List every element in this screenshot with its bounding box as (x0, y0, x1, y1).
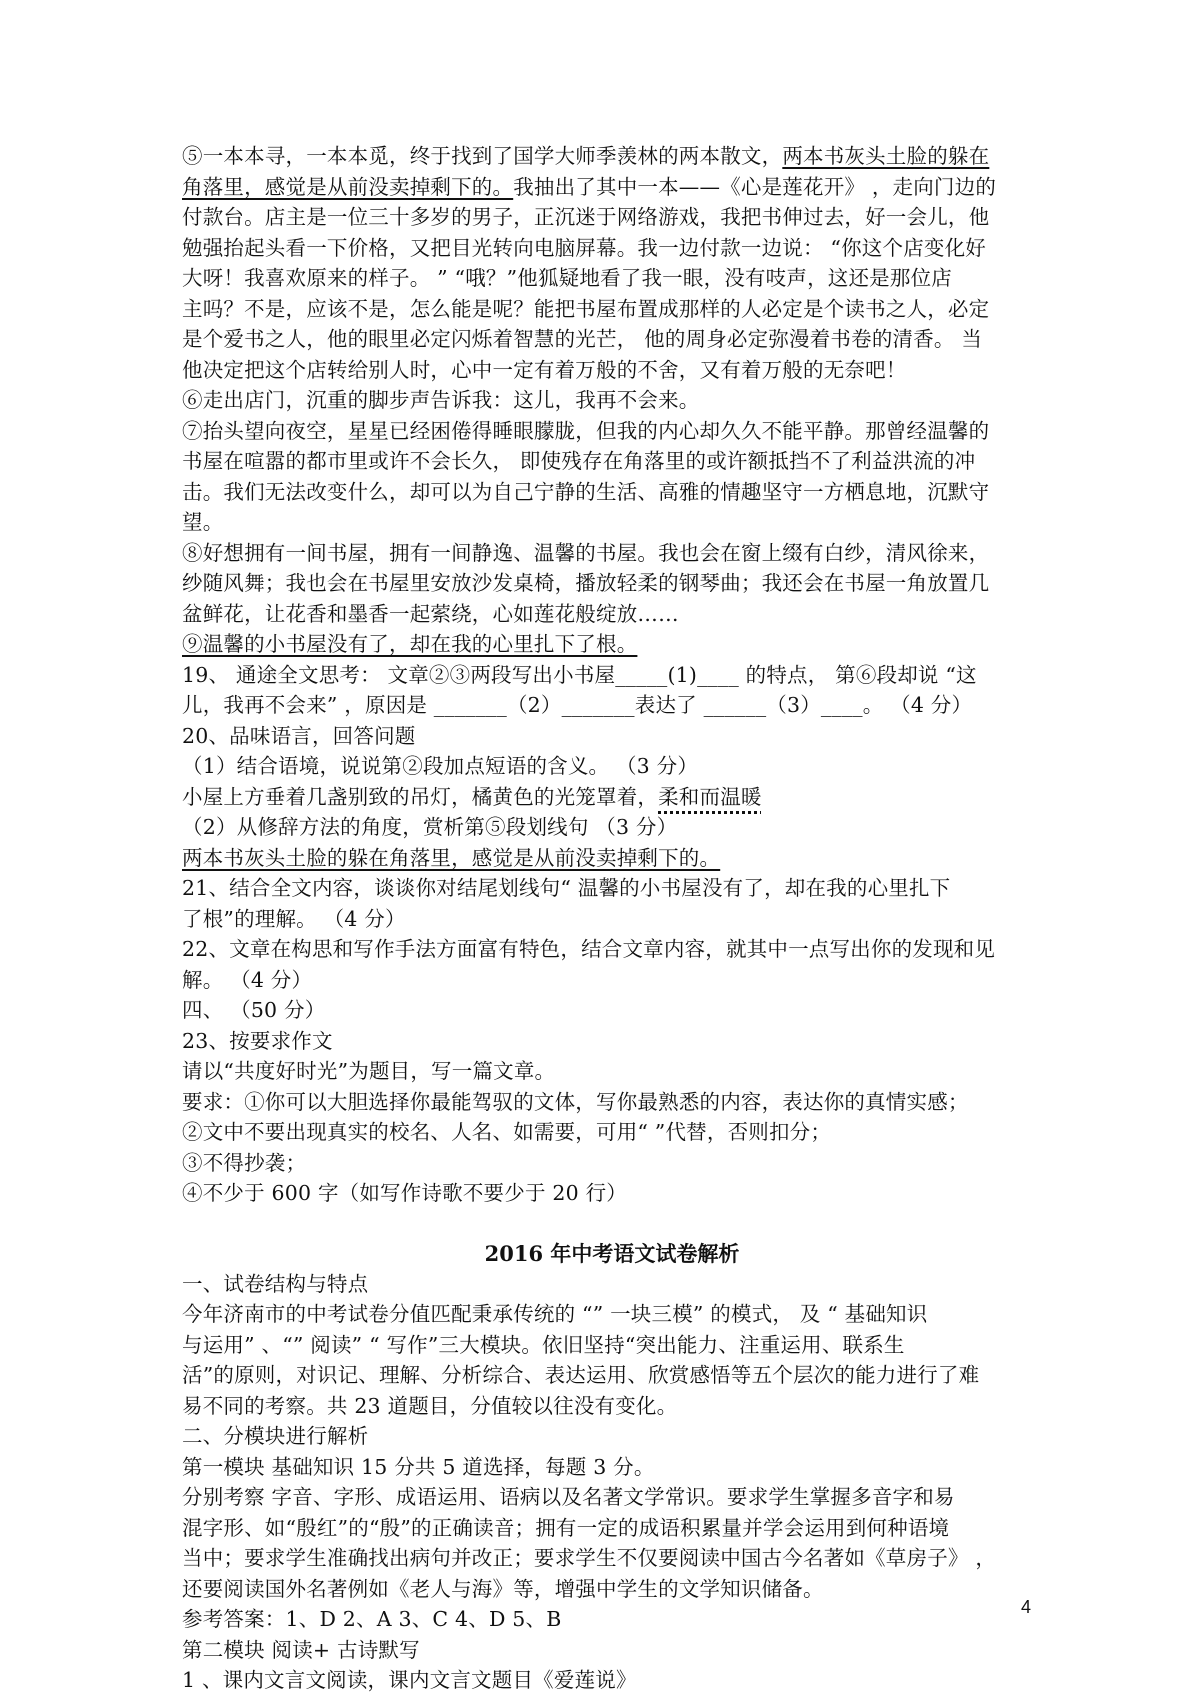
analysis-text-line: 还要阅读国外名著例如《老人与海》等，增强中学生的文学知识储备。 (182, 1576, 824, 1601)
analysis-text-line: 第一模块 基础知识 15 分共 5 道选择，每题 3 分。 (182, 1454, 655, 1479)
passage-paragraph-5-line: 勉强抬起头看一下价格，又把目光转向电脑屏幕。我一边付款一边说： “你这个店变化好 (182, 235, 986, 260)
question-20-quote-1: 小屋上方垂着几盏别致的吊灯，橘黄色的光笼罩着，柔和而温暖 (182, 784, 762, 809)
underlined-sentence: 角落里，感觉是从前没卖掉剩下的。 (182, 174, 514, 199)
analysis-heading: 一、试卷结构与特点 (182, 1271, 369, 1296)
analysis-title: 2016 年中考语文试卷解析 (484, 1240, 740, 1266)
passage-paragraph-5-line: 是个爱书之人，他的眼里必定闪烁着智慧的光芒， 他的周身必定弥漫着书卷的清香。 当 (182, 327, 983, 351)
section-4-heading: 四、 （50 分） (182, 998, 326, 1022)
question-23-line: ②文中不要出现真实的校名、人名、如需要，可用“ ”代替，否则扣分； (182, 1120, 832, 1144)
analysis-text-line: 分别考察 字音、字形、成语运用、语病以及名著文学常识。要求学生掌握多音字和易 (182, 1485, 955, 1509)
passage-paragraph-5-line: 大呀！我喜欢原来的样子。 ” “哦？”他狐疑地看了我一眼，没有吱声，这还是那位店 (182, 266, 952, 290)
passage-paragraph-5-line: 主吗？不是，应该不是，怎么能是呢？能把书屋布置成那样的人必定是个读书之人，必定 (182, 296, 990, 321)
question-21-line: 21、结合全文内容，谈谈你对结尾划线句“ 温馨的小书屋没有了，却在我的心里扎下 (182, 876, 951, 900)
question-23-line: 请以“共度好时光”为题目，写一篇文章。 (182, 1059, 556, 1083)
analysis-heading: 二、分模块进行解析 (182, 1424, 369, 1448)
question-23-line: ④不少于 600 字（如写作诗歌不要少于 20 行） (182, 1181, 627, 1205)
question-19-line: 19、 通途全文思考： 文章②③两段写出小书屋_____(1)____ 的特点， 第⑥段却说 “这 (182, 662, 977, 687)
analysis-text-line: 第二模块 阅读+ 古诗默写 (182, 1637, 420, 1662)
passage-paragraph-8-line: 纱随风舞；我也会在书屋里安放沙发桌椅，播放轻柔的钢琴曲；我还会在书屋一角放置几 (182, 571, 990, 595)
analysis-text-line: 活”的原则，对识记、理解、分析综合、表达运用、欣赏感悟等五个层次的能力进行了难 (182, 1363, 980, 1387)
question-20-sub-1: （1）结合语境，说说第②段加点短语的含义。 （3 分） (182, 754, 699, 778)
passage-paragraph-5-line: 他决定把这个店转给别人时，心中一定有着万般的不舍，又有着万般的无奈吧！ (182, 357, 907, 382)
question-23-line: 要求：①你可以大胆选择你最能驾驭的文体，写你最熟悉的内容，表达你的真情实感； (182, 1089, 969, 1114)
analysis-text-line: 与运用” 、“” 阅读” “ 写作”三大模块。依旧坚持“突出能力、注重运用、联系生 (182, 1332, 905, 1357)
question-23-line: 23、按要求作文 (182, 1028, 333, 1053)
passage-paragraph-9 (182, 629, 1042, 660)
question-23-line: ③不得抄袭； (182, 1150, 307, 1175)
question-20-sub-2: （2）从修辞方法的角度，赏析第⑤段划线句 （3 分） (182, 815, 678, 839)
passage-paragraph-5-line: ⑤一本本寻，一本本觅，终于找到了国学大师季羡林的两本散文，两本书灰头土脸的躲在 (182, 144, 990, 168)
question-19-line: 儿，我再不会来” ，原因是 _______（2）_______表达了 ______（3）____。 （4 分） (182, 693, 973, 717)
question-21-line: 了根”的理解。 （4 分） (182, 906, 406, 931)
spacer (182, 1209, 1042, 1239)
passage-paragraph-7-line: 书屋在喧嚣的都市里或许不会长久， 即使残存在角落里的或许额抵挡不了利益洪流的冲 (182, 449, 976, 473)
analysis-text-line: 1 、课内文言文阅读，课内文言文题目《爱莲说》 (182, 1668, 637, 1692)
passage-paragraph-8-line: ⑧好想拥有一间书屋，拥有一间静逸、温馨的书屋。我也会在窗上缀有白纱，清风徐来， (182, 540, 990, 565)
underlined-sentence: ⑨温馨的小书屋没有了，却在我的心里扎下了根。 (182, 632, 638, 656)
analysis-text-line: 易不同的考察。共 23 道题目，分值较以往没有变化。 (182, 1393, 678, 1418)
passage-paragraph-7-line: 击。我们无法改变什么，却可以为自己宁静的生活、高雅的情趣坚守一方栖息地，沉默守 (182, 479, 990, 504)
passage-paragraph-5-line: 付款台。店主是一位三十多岁的男子，正沉迷于网络游戏，我把书伸过去，好一会儿，他 (182, 205, 990, 229)
page-number: 4 (1021, 1597, 1032, 1617)
passage-paragraph-5-line: 角落里，感觉是从前没卖掉剩下的。我抽出了其中一本——《心是莲花开》 ，走向门边的 (182, 174, 997, 199)
analysis-text-line: 当中；要求学生准确找出病句并改正；要求学生不仅要阅读中国古今名著如《草房子》 ， (182, 1546, 997, 1570)
passage-paragraph-6: ⑥走出店门，沉重的脚步声告诉我：这儿，我再不会来。 (182, 388, 700, 412)
question-22-line: 解。 （4 分） (182, 967, 313, 992)
answer-key: 参考答案：1、D 2、A 3、C 4、D 5、B (182, 1607, 562, 1631)
dotted-phrase: 柔和而温暖 (658, 784, 762, 809)
page-content (182, 141, 1042, 1696)
analysis-text-line: 混字形、如“殷红”的“殷”的正确读音；拥有一定的成语积累量并学会运用到何种语境 (182, 1515, 950, 1540)
passage-paragraph-8-line: 盆鲜花，让花香和墨香一起萦绕，心如莲花般绽放…… (182, 601, 679, 626)
question-22-line: 22、文章在构思和写作手法方面富有特色，结合文章内容，就其中一点写出你的发现和见 (182, 937, 996, 961)
passage-paragraph-7-line: ⑦抬头望向夜空，星星已经困倦得睡眼朦胧，但我的内心却久久不能平静。那曾经温馨的 (182, 418, 990, 443)
passage-paragraph-7-line: 望。 (182, 510, 224, 534)
underlined-sentence: 两本书灰头土脸的躲在 (782, 144, 990, 168)
underlined-sentence: 两本书灰头土脸的躲在角落里，感觉是从前没卖掉剩下的。 (182, 845, 721, 870)
question-20-quote-2 (182, 843, 1042, 874)
question-20-heading: 20、品味语言，回答问题 (182, 723, 416, 748)
analysis-text-line: 今年济南市的中考试卷分值匹配秉承传统的 “” 一块三模” 的模式， 及 “ 基础知识 (182, 1302, 928, 1326)
